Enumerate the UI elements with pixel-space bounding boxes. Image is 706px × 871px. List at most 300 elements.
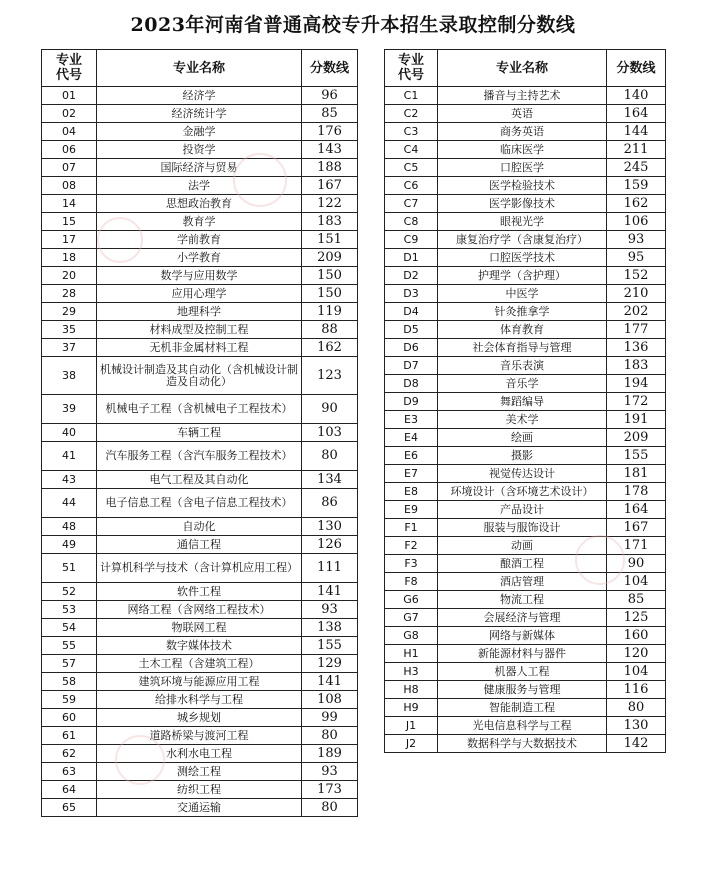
row-score: 80 bbox=[302, 442, 358, 471]
row-code: 29 bbox=[42, 303, 97, 321]
row-name: 医学影像技术 bbox=[438, 195, 607, 213]
row-name: 酒店管理 bbox=[438, 573, 607, 591]
row-name: 服装与服饰设计 bbox=[438, 519, 607, 537]
row-score: 183 bbox=[302, 213, 358, 231]
row-name: 通信工程 bbox=[97, 536, 302, 554]
row-name: 舞蹈编导 bbox=[438, 393, 607, 411]
row-code: E7 bbox=[385, 465, 438, 483]
page-title: 2023年河南省普通高校专升本招生录取控制分数线 bbox=[130, 14, 576, 36]
table-row bbox=[42, 781, 358, 799]
row-code: C4 bbox=[385, 141, 438, 159]
row-code: 02 bbox=[42, 105, 97, 123]
row-name: 美术学 bbox=[438, 411, 607, 429]
row-name: 视觉传达设计 bbox=[438, 465, 607, 483]
table-row bbox=[385, 141, 666, 159]
row-name: 护理学（含护理） bbox=[438, 267, 607, 285]
row-score: 183 bbox=[607, 357, 666, 375]
row-code: E9 bbox=[385, 501, 438, 519]
row-score: 85 bbox=[302, 105, 358, 123]
table-row bbox=[385, 717, 666, 735]
table-row bbox=[385, 87, 666, 105]
row-score: 210 bbox=[607, 285, 666, 303]
row-name: 绘画 bbox=[438, 429, 607, 447]
row-score: 93 bbox=[302, 601, 358, 619]
row-name: 康复治疗学（含康复治疗） bbox=[438, 231, 607, 249]
row-score: 167 bbox=[607, 519, 666, 537]
row-code: 55 bbox=[42, 637, 97, 655]
row-name: 水利水电工程 bbox=[97, 745, 302, 763]
row-name: 体育教育 bbox=[438, 321, 607, 339]
table-header-row bbox=[385, 50, 666, 87]
row-code: D3 bbox=[385, 285, 438, 303]
table-row bbox=[42, 87, 358, 105]
row-code: 44 bbox=[42, 489, 97, 518]
row-code: D1 bbox=[385, 249, 438, 267]
table-row bbox=[385, 303, 666, 321]
row-code: 06 bbox=[42, 141, 97, 159]
row-name: 中医学 bbox=[438, 285, 607, 303]
row-score: 162 bbox=[607, 195, 666, 213]
score-table-left bbox=[41, 49, 358, 817]
table-row bbox=[42, 105, 358, 123]
row-score: 122 bbox=[302, 195, 358, 213]
table-row bbox=[42, 709, 358, 727]
table-row bbox=[385, 645, 666, 663]
row-code: C9 bbox=[385, 231, 438, 249]
table-row bbox=[385, 375, 666, 393]
row-name: 电子信息工程（含电子信息工程技术） bbox=[97, 489, 302, 518]
row-name: 土木工程（含建筑工程） bbox=[97, 655, 302, 673]
table-row bbox=[385, 573, 666, 591]
row-score: 93 bbox=[302, 763, 358, 781]
row-name: 智能制造工程 bbox=[438, 699, 607, 717]
row-name: 软件工程 bbox=[97, 583, 302, 601]
row-score: 96 bbox=[302, 87, 358, 105]
row-score: 176 bbox=[302, 123, 358, 141]
row-code: C3 bbox=[385, 123, 438, 141]
row-score: 155 bbox=[302, 637, 358, 655]
table-row bbox=[42, 727, 358, 745]
row-code: G6 bbox=[385, 591, 438, 609]
row-score: 95 bbox=[607, 249, 666, 267]
row-score: 104 bbox=[607, 663, 666, 681]
row-code: 15 bbox=[42, 213, 97, 231]
table-row bbox=[42, 213, 358, 231]
row-code: D5 bbox=[385, 321, 438, 339]
row-name: 物流工程 bbox=[438, 591, 607, 609]
score-table-right bbox=[384, 49, 666, 753]
table-row bbox=[385, 555, 666, 573]
row-name: 物联网工程 bbox=[97, 619, 302, 637]
table-row bbox=[385, 285, 666, 303]
row-score: 173 bbox=[302, 781, 358, 799]
row-code: D9 bbox=[385, 393, 438, 411]
row-name: 教育学 bbox=[97, 213, 302, 231]
row-name: 环境设计（含环境艺术设计） bbox=[438, 483, 607, 501]
row-score: 141 bbox=[302, 583, 358, 601]
row-name: 自动化 bbox=[97, 518, 302, 536]
table-row bbox=[42, 321, 358, 339]
table-row bbox=[385, 483, 666, 501]
row-score: 150 bbox=[302, 285, 358, 303]
row-score: 104 bbox=[607, 573, 666, 591]
row-code: E3 bbox=[385, 411, 438, 429]
row-score: 108 bbox=[302, 691, 358, 709]
table-row bbox=[385, 105, 666, 123]
row-name: 投资学 bbox=[97, 141, 302, 159]
table-row bbox=[42, 554, 358, 583]
table-row bbox=[42, 177, 358, 195]
row-score: 194 bbox=[607, 375, 666, 393]
row-score: 150 bbox=[302, 267, 358, 285]
row-name: 给排水科学与工程 bbox=[97, 691, 302, 709]
row-score: 138 bbox=[302, 619, 358, 637]
row-code: D4 bbox=[385, 303, 438, 321]
row-code: F1 bbox=[385, 519, 438, 537]
row-score: 152 bbox=[607, 267, 666, 285]
table-row bbox=[385, 609, 666, 627]
row-code: H9 bbox=[385, 699, 438, 717]
row-score: 189 bbox=[302, 745, 358, 763]
table-row bbox=[42, 231, 358, 249]
row-code: 35 bbox=[42, 321, 97, 339]
row-code: J1 bbox=[385, 717, 438, 735]
header-score: 分数线 bbox=[302, 50, 358, 87]
row-name: 社会体育指导与管理 bbox=[438, 339, 607, 357]
table-body-right bbox=[385, 87, 666, 753]
row-code: 41 bbox=[42, 442, 97, 471]
row-name: 针灸推拿学 bbox=[438, 303, 607, 321]
row-code: 14 bbox=[42, 195, 97, 213]
row-name: 思想政治教育 bbox=[97, 195, 302, 213]
row-code: 43 bbox=[42, 471, 97, 489]
row-score: 126 bbox=[302, 536, 358, 554]
table-row bbox=[385, 411, 666, 429]
row-score: 155 bbox=[607, 447, 666, 465]
row-code: 57 bbox=[42, 655, 97, 673]
row-name: 应用心理学 bbox=[97, 285, 302, 303]
row-name: 地理科学 bbox=[97, 303, 302, 321]
row-name: 汽车服务工程（含汽车服务工程技术） bbox=[97, 442, 302, 471]
row-name: 音乐表演 bbox=[438, 357, 607, 375]
row-name: 数字媒体技术 bbox=[97, 637, 302, 655]
row-score: 143 bbox=[302, 141, 358, 159]
row-score: 130 bbox=[302, 518, 358, 536]
row-name: 学前教育 bbox=[97, 231, 302, 249]
row-score: 191 bbox=[607, 411, 666, 429]
row-code: F2 bbox=[385, 537, 438, 555]
row-name: 城乡规划 bbox=[97, 709, 302, 727]
table-row bbox=[42, 395, 358, 424]
row-score: 159 bbox=[607, 177, 666, 195]
row-score: 129 bbox=[302, 655, 358, 673]
row-score: 164 bbox=[607, 501, 666, 519]
table-row bbox=[385, 447, 666, 465]
row-code: C6 bbox=[385, 177, 438, 195]
row-code: 63 bbox=[42, 763, 97, 781]
table-row bbox=[385, 465, 666, 483]
table-row bbox=[42, 763, 358, 781]
row-name: 音乐学 bbox=[438, 375, 607, 393]
row-name: 纺织工程 bbox=[97, 781, 302, 799]
table-row bbox=[42, 357, 358, 395]
row-score: 141 bbox=[302, 673, 358, 691]
row-name: 电气工程及其自动化 bbox=[97, 471, 302, 489]
row-name: 经济统计学 bbox=[97, 105, 302, 123]
row-code: 49 bbox=[42, 536, 97, 554]
row-name: 酿酒工程 bbox=[438, 555, 607, 573]
row-name: 动画 bbox=[438, 537, 607, 555]
row-name: 建筑环境与能源应用工程 bbox=[97, 673, 302, 691]
row-name: 会展经济与管理 bbox=[438, 609, 607, 627]
row-score: 106 bbox=[607, 213, 666, 231]
row-name: 国际经济与贸易 bbox=[97, 159, 302, 177]
header-name: 专业名称 bbox=[438, 50, 607, 87]
row-name: 健康服务与管理 bbox=[438, 681, 607, 699]
row-name: 口腔医学 bbox=[438, 159, 607, 177]
table-row bbox=[42, 518, 358, 536]
row-name: 无机非金属材料工程 bbox=[97, 339, 302, 357]
row-score: 151 bbox=[302, 231, 358, 249]
row-score: 80 bbox=[607, 699, 666, 717]
header-score: 分数线 bbox=[607, 50, 666, 87]
row-score: 80 bbox=[302, 799, 358, 817]
row-code: 51 bbox=[42, 554, 97, 583]
row-name: 医学检验技术 bbox=[438, 177, 607, 195]
header-code: 专业 代号 bbox=[385, 50, 438, 87]
table-row bbox=[42, 673, 358, 691]
row-name: 交通运输 bbox=[97, 799, 302, 817]
table-row bbox=[42, 159, 358, 177]
row-score: 86 bbox=[302, 489, 358, 518]
row-name: 新能源材料与器件 bbox=[438, 645, 607, 663]
row-code: 01 bbox=[42, 87, 97, 105]
row-code: 20 bbox=[42, 267, 97, 285]
row-name: 材料成型及控制工程 bbox=[97, 321, 302, 339]
header-name: 专业名称 bbox=[97, 50, 302, 87]
row-code: D7 bbox=[385, 357, 438, 375]
table-row bbox=[385, 429, 666, 447]
row-name: 小学教育 bbox=[97, 249, 302, 267]
row-score: 202 bbox=[607, 303, 666, 321]
row-code: C8 bbox=[385, 213, 438, 231]
table-row bbox=[42, 195, 358, 213]
row-code: D6 bbox=[385, 339, 438, 357]
row-score: 160 bbox=[607, 627, 666, 645]
table-header-row bbox=[42, 50, 358, 87]
row-code: C7 bbox=[385, 195, 438, 213]
row-name: 眼视光学 bbox=[438, 213, 607, 231]
table-row bbox=[42, 601, 358, 619]
row-name: 产品设计 bbox=[438, 501, 607, 519]
row-code: E6 bbox=[385, 447, 438, 465]
row-code: 59 bbox=[42, 691, 97, 709]
row-code: C1 bbox=[385, 87, 438, 105]
row-code: 17 bbox=[42, 231, 97, 249]
table-row bbox=[42, 583, 358, 601]
row-score: 120 bbox=[607, 645, 666, 663]
row-score: 136 bbox=[607, 339, 666, 357]
row-code: 60 bbox=[42, 709, 97, 727]
table-row bbox=[385, 339, 666, 357]
table-row bbox=[385, 663, 666, 681]
table-row bbox=[42, 637, 358, 655]
row-code: 64 bbox=[42, 781, 97, 799]
table-body-left bbox=[42, 87, 358, 817]
table-row bbox=[385, 213, 666, 231]
row-name: 英语 bbox=[438, 105, 607, 123]
row-code: F3 bbox=[385, 555, 438, 573]
table-row bbox=[385, 177, 666, 195]
table-row bbox=[385, 321, 666, 339]
row-code: J2 bbox=[385, 735, 438, 753]
row-name: 计算机科学与技术（含计算机应用工程） bbox=[97, 554, 302, 583]
row-name: 机械电子工程（含机械电子工程技术） bbox=[97, 395, 302, 424]
table-row bbox=[42, 745, 358, 763]
table-row bbox=[42, 536, 358, 554]
row-score: 177 bbox=[607, 321, 666, 339]
table-row bbox=[42, 489, 358, 518]
row-code: F8 bbox=[385, 573, 438, 591]
row-score: 123 bbox=[302, 357, 358, 395]
row-score: 103 bbox=[302, 424, 358, 442]
table-row bbox=[385, 123, 666, 141]
row-code: 40 bbox=[42, 424, 97, 442]
table-row bbox=[385, 159, 666, 177]
row-score: 209 bbox=[302, 249, 358, 267]
row-name: 摄影 bbox=[438, 447, 607, 465]
table-row bbox=[385, 357, 666, 375]
row-score: 172 bbox=[607, 393, 666, 411]
row-score: 171 bbox=[607, 537, 666, 555]
row-name: 数学与应用数学 bbox=[97, 267, 302, 285]
row-code: G7 bbox=[385, 609, 438, 627]
row-score: 188 bbox=[302, 159, 358, 177]
table-row bbox=[42, 303, 358, 321]
row-code: 04 bbox=[42, 123, 97, 141]
row-code: D8 bbox=[385, 375, 438, 393]
row-name: 测绘工程 bbox=[97, 763, 302, 781]
row-code: 07 bbox=[42, 159, 97, 177]
table-row bbox=[42, 123, 358, 141]
table-row bbox=[385, 393, 666, 411]
table-row bbox=[385, 681, 666, 699]
table-row bbox=[42, 424, 358, 442]
row-code: D2 bbox=[385, 267, 438, 285]
row-name: 机械设计制造及其自动化（含机械设计制造及自动化） bbox=[97, 357, 302, 395]
row-name: 机器人工程 bbox=[438, 663, 607, 681]
table-row bbox=[385, 267, 666, 285]
row-name: 播音与主持艺术 bbox=[438, 87, 607, 105]
row-name: 法学 bbox=[97, 177, 302, 195]
row-code: 61 bbox=[42, 727, 97, 745]
row-code: 48 bbox=[42, 518, 97, 536]
row-score: 88 bbox=[302, 321, 358, 339]
row-code: 53 bbox=[42, 601, 97, 619]
row-score: 116 bbox=[607, 681, 666, 699]
row-code: 65 bbox=[42, 799, 97, 817]
table-row bbox=[42, 267, 358, 285]
table-row bbox=[385, 249, 666, 267]
row-code: E8 bbox=[385, 483, 438, 501]
table-row bbox=[385, 699, 666, 717]
table-row bbox=[42, 249, 358, 267]
row-score: 80 bbox=[302, 727, 358, 745]
row-score: 111 bbox=[302, 554, 358, 583]
row-score: 181 bbox=[607, 465, 666, 483]
row-code: G8 bbox=[385, 627, 438, 645]
header-code: 专业 代号 bbox=[42, 50, 97, 87]
row-score: 144 bbox=[607, 123, 666, 141]
row-score: 125 bbox=[607, 609, 666, 627]
row-name: 数据科学与大数据技术 bbox=[438, 735, 607, 753]
row-score: 134 bbox=[302, 471, 358, 489]
table-row bbox=[42, 442, 358, 471]
table-row bbox=[42, 691, 358, 709]
row-score: 164 bbox=[607, 105, 666, 123]
row-name: 光电信息科学与工程 bbox=[438, 717, 607, 735]
table-row bbox=[385, 537, 666, 555]
row-score: 209 bbox=[607, 429, 666, 447]
row-name: 经济学 bbox=[97, 87, 302, 105]
table-row bbox=[385, 735, 666, 753]
row-code: 54 bbox=[42, 619, 97, 637]
row-code: 28 bbox=[42, 285, 97, 303]
row-code: 39 bbox=[42, 395, 97, 424]
row-score: 245 bbox=[607, 159, 666, 177]
row-score: 178 bbox=[607, 483, 666, 501]
row-score: 90 bbox=[302, 395, 358, 424]
row-code: 08 bbox=[42, 177, 97, 195]
row-name: 金融学 bbox=[97, 123, 302, 141]
row-score: 167 bbox=[302, 177, 358, 195]
table-row bbox=[42, 619, 358, 637]
row-code: 38 bbox=[42, 357, 97, 395]
row-code: H8 bbox=[385, 681, 438, 699]
row-code: 52 bbox=[42, 583, 97, 601]
row-name: 网络与新媒体 bbox=[438, 627, 607, 645]
table-row bbox=[385, 231, 666, 249]
table-row bbox=[385, 519, 666, 537]
row-score: 90 bbox=[607, 555, 666, 573]
row-code: 62 bbox=[42, 745, 97, 763]
row-code: E4 bbox=[385, 429, 438, 447]
row-score: 99 bbox=[302, 709, 358, 727]
row-score: 93 bbox=[607, 231, 666, 249]
row-code: H1 bbox=[385, 645, 438, 663]
table-row bbox=[42, 339, 358, 357]
row-name: 车辆工程 bbox=[97, 424, 302, 442]
row-code: C2 bbox=[385, 105, 438, 123]
table-row bbox=[42, 285, 358, 303]
row-name: 临床医学 bbox=[438, 141, 607, 159]
table-row bbox=[385, 591, 666, 609]
table-row bbox=[42, 655, 358, 673]
row-score: 140 bbox=[607, 87, 666, 105]
table-row bbox=[385, 627, 666, 645]
row-code: 58 bbox=[42, 673, 97, 691]
row-code: H3 bbox=[385, 663, 438, 681]
row-code: 37 bbox=[42, 339, 97, 357]
row-name: 商务英语 bbox=[438, 123, 607, 141]
table-row bbox=[42, 471, 358, 489]
row-score: 119 bbox=[302, 303, 358, 321]
row-score: 85 bbox=[607, 591, 666, 609]
row-name: 口腔医学技术 bbox=[438, 249, 607, 267]
row-name: 道路桥梁与渡河工程 bbox=[97, 727, 302, 745]
row-score: 142 bbox=[607, 735, 666, 753]
table-row bbox=[385, 195, 666, 213]
